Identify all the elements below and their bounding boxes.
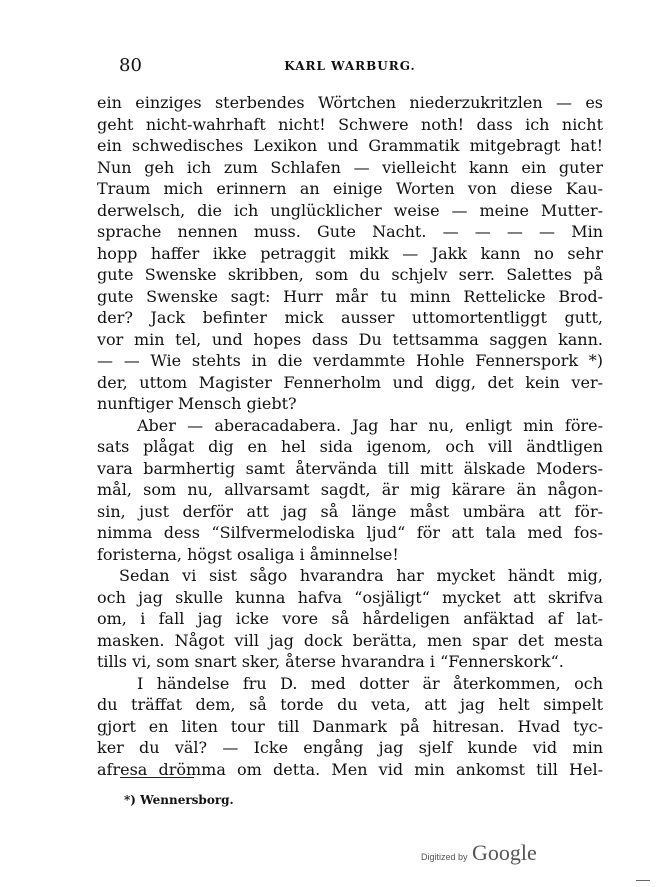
text-line: derwelsch, die ich unglücklicher weise — meine Mutter- (97, 200, 603, 220)
text-line: masken. Något vill jag dock berätta, men spar det mesta (97, 630, 603, 650)
text-line: ker du väl? — Icke engång jag sjelf kunde vid min (97, 738, 603, 757)
text-line: geht nicht-wahrhaft nicht! Schwere noth! dass ich nicht (97, 114, 603, 134)
text-line: vara barmhertig samt återvända till mitt älskade Moders- (97, 458, 603, 478)
text-line: sin, just derför att jag så länge måst umbära att för- (97, 501, 603, 521)
text-line: du träffat dem, så torde du veta, att jag helt simpelt (97, 695, 603, 714)
text-line: om, i fall jag icke vore så hårdeligen anfäktad af lat- (97, 609, 603, 628)
watermark-brand: Google (471, 840, 537, 865)
page-number: 80 (119, 55, 142, 76)
footnote: *) Wennersborg. (124, 793, 234, 807)
watermark-prefix: Digitized by (421, 852, 468, 862)
digitized-watermark (421, 840, 537, 866)
text-line: och jag skulle kunna hafva “osjäligt“ mycket att skrifva (97, 587, 603, 607)
text-line: vor min tel, und hopes dass Du tettsamma saggen kann. (97, 329, 603, 349)
text-line: tills vi, som snart sker, återse hvarandra i “Fennerskork“. (97, 652, 564, 671)
text-line: ein einziges sterbendes Wörtchen niederzukritzlen — es (97, 93, 603, 112)
text-line: sprache nennen muss. Gute Nacht. — — — — Min (97, 222, 603, 241)
text-line: foristerna, högst osaliga i åminnelse! (97, 544, 399, 564)
text-line: — — Wie stehts in die verdammte Hohle Fennerspork *) (97, 351, 603, 370)
text-line: ein schwedisches Lexikon und Grammatik mitgebragt hat! (97, 136, 603, 155)
text-line: Sedan vi sist sågo hvarandra har mycket händt mig, (119, 566, 603, 585)
footnote-divider (120, 777, 194, 778)
text-line: gjort en liten tour till Danmark på hitresan. Hvad tyc- (97, 716, 603, 736)
text-line: Aber — aberacadabera. Jag har nu, enligt min före- (137, 415, 603, 435)
text-line: nunftiger Mensch giebt? (97, 394, 297, 413)
text-line: hopp haffer ikke petraggit mikk — Jakk kann no sehr (97, 243, 603, 263)
text-line: gute Swenske sagt: Hurr mår tu minn Rettelicke Brod- (97, 286, 603, 306)
text-line: Nun geh ich zum Schlafen — vielleicht kann ein guter (97, 157, 603, 177)
text-line: mål, som nu, allvarsamt sagdt, är mig kärare än någon- (97, 480, 603, 499)
text-line: sats plågat dig en hel sida igenom, och vill ändtligen (97, 437, 603, 456)
text-line: der, uttom Magister Fennerholm und digg, det kein ver- (97, 372, 603, 392)
text-line: Traum mich erinnern an einige Worten von diese Kau- (97, 179, 603, 198)
scan-edge-mark (636, 880, 650, 881)
page-header (97, 55, 603, 79)
text-line: nimma dess “Silfvermelodiska ljud“ för att tala med fos- (97, 523, 603, 542)
body-text (97, 92, 603, 780)
text-line: der? Jack befinter mick ausser uttomortentliggt gutt, (97, 308, 603, 327)
running-head: KARL WARBURG. (284, 59, 416, 73)
text-line: afresa drömma om detta. Men vid min ankomst till Hel- (97, 759, 603, 779)
text-line: gute Swenske skribben, som du schjelv serr. Salettes på (97, 265, 603, 284)
text-line: I händelse fru D. med dotter är återkommen, och (137, 673, 603, 693)
